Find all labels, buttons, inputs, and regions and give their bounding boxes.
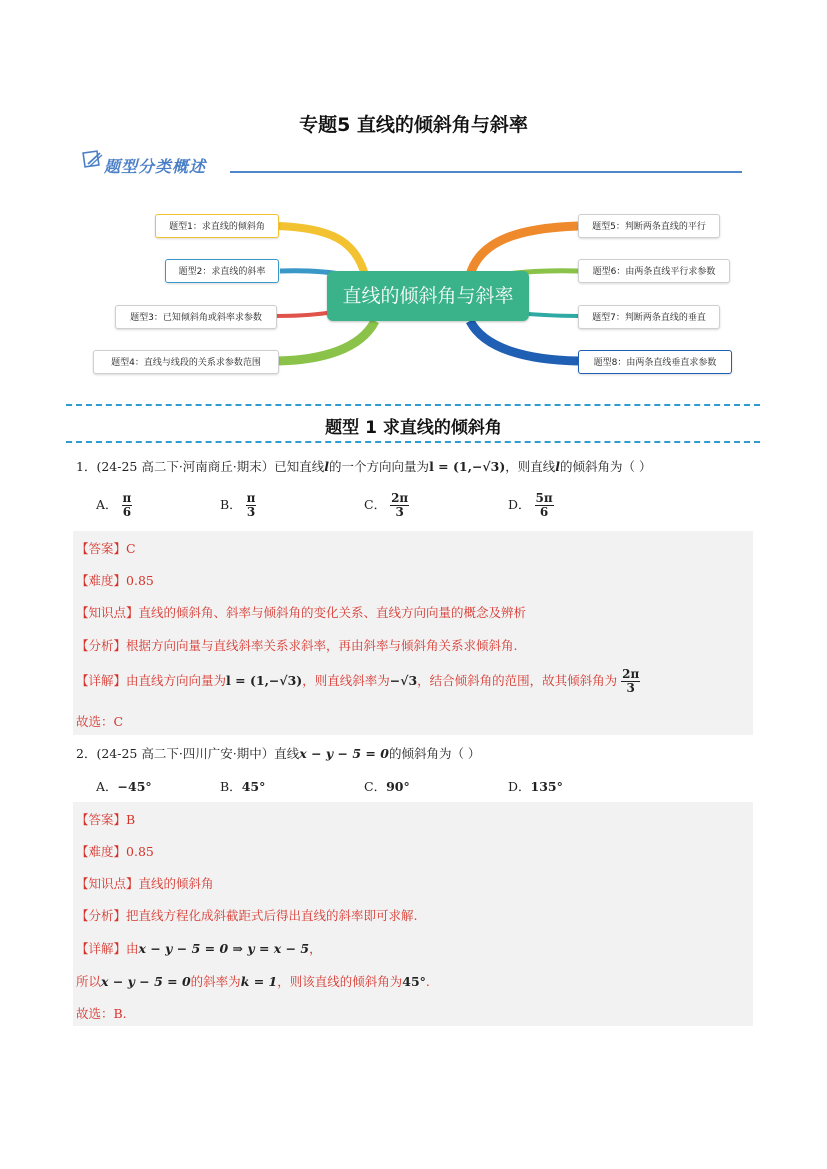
q2-option-b: B．45° <box>220 779 266 794</box>
section-divider-top <box>66 404 760 406</box>
mindmap-node-4: 题型4：直线与线段的关系求参数范围 <box>93 350 279 374</box>
mindmap-node-6: 题型6：由两条直线平行求参数 <box>578 259 730 283</box>
q1-answer: 【答案】C <box>76 541 136 556</box>
q1-difficulty: 【难度】0.85 <box>76 573 154 588</box>
mindmap-node-8: 题型8：由两条直线垂直求参数 <box>578 350 732 374</box>
q2-difficulty: 【难度】0.85 <box>76 844 154 859</box>
mindmap-center: 直线的倾斜角与斜率 <box>327 271 529 321</box>
q1-knowledge: 【知识点】直线的倾斜角、斜率与倾斜角的变化关系、直线方向向量的概念及辨析 <box>76 605 527 620</box>
q2-knowledge: 【知识点】直线的倾斜角 <box>76 876 214 891</box>
mindmap-node-3: 题型3：已知倾斜角或斜率求参数 <box>115 305 277 329</box>
mindmap-branch-8 <box>470 321 578 361</box>
q1-detail: 【详解】由直线方向向量为l = (1,−√3)，则直线斜率为−√3，结合倾斜角的范围，故其倾斜角为 $\frac{2\pi}{3}$ <box>76 667 640 695</box>
q2-choice: 故选：B. <box>76 1006 127 1021</box>
q1-option-d: D． $\frac{5\pi}{6}$ <box>508 491 553 519</box>
q2-option-c: C．90° <box>364 779 410 794</box>
q2-option-a: A．−45° <box>96 779 152 794</box>
q2-option-d: D．135° <box>508 779 563 794</box>
mindmap-branch-4 <box>278 321 375 361</box>
mindmap-branch-5 <box>470 226 578 275</box>
page-title: 专题5 直线的倾斜角与斜率 <box>299 114 528 136</box>
question-1-stem: 1．(24-25 高二下·河南商丘·期末）已知直线l的一个方向向量为l = (1,−√3)，则直线l的倾斜角为（ ） <box>76 459 652 474</box>
q2-analysis: 【分析】把直线方程化成斜截距式后得出直线的斜率即可求解. <box>76 908 418 923</box>
q1-option-b: B． $\frac{\pi}{3}$ <box>220 491 256 519</box>
mindmap-node-1: 题型1：求直线的倾斜角 <box>155 214 279 238</box>
mindmap-node-2: 题型2：求直线的斜率 <box>165 259 279 283</box>
mindmap-node-7: 题型7：判断两条直线的垂直 <box>578 305 720 329</box>
q2-answer: 【答案】B <box>76 812 136 827</box>
pencil-icon <box>82 150 104 170</box>
overview-divider <box>230 171 742 173</box>
mindmap-node-5: 题型5：判断两条直线的平行 <box>578 214 720 238</box>
q2-detail-line-2: 所以x − y − 5 = 0的斜率为k = 1，则该直线的倾斜角为45°. <box>76 974 430 989</box>
q2-detail: 【详解】由x − y − 5 = 0 ⇒ y = x − 5， <box>76 941 322 956</box>
q1-choice: 故选：C <box>76 714 124 729</box>
q1-answer-box <box>73 531 753 735</box>
q1-analysis: 【分析】根据方向向量与直线斜率关系求斜率，再由斜率与倾斜角关系求倾斜角. <box>76 638 518 653</box>
q1-option-a: A． $\frac{\pi}{6}$ <box>96 491 132 519</box>
section-title: 题型 1 求直线的倾斜角 <box>325 418 502 438</box>
q1-option-c: C． $\frac{2\pi}{3}$ <box>364 491 409 519</box>
question-2-stem: 2．(24-25 高二下·四川广安·期中）直线x − y − 5 = 0的倾斜角为（ ） <box>76 746 481 761</box>
mindmap-branch-1 <box>278 226 365 275</box>
overview-label: 题型分类概述 <box>104 157 207 176</box>
section-divider-bottom <box>66 441 760 443</box>
